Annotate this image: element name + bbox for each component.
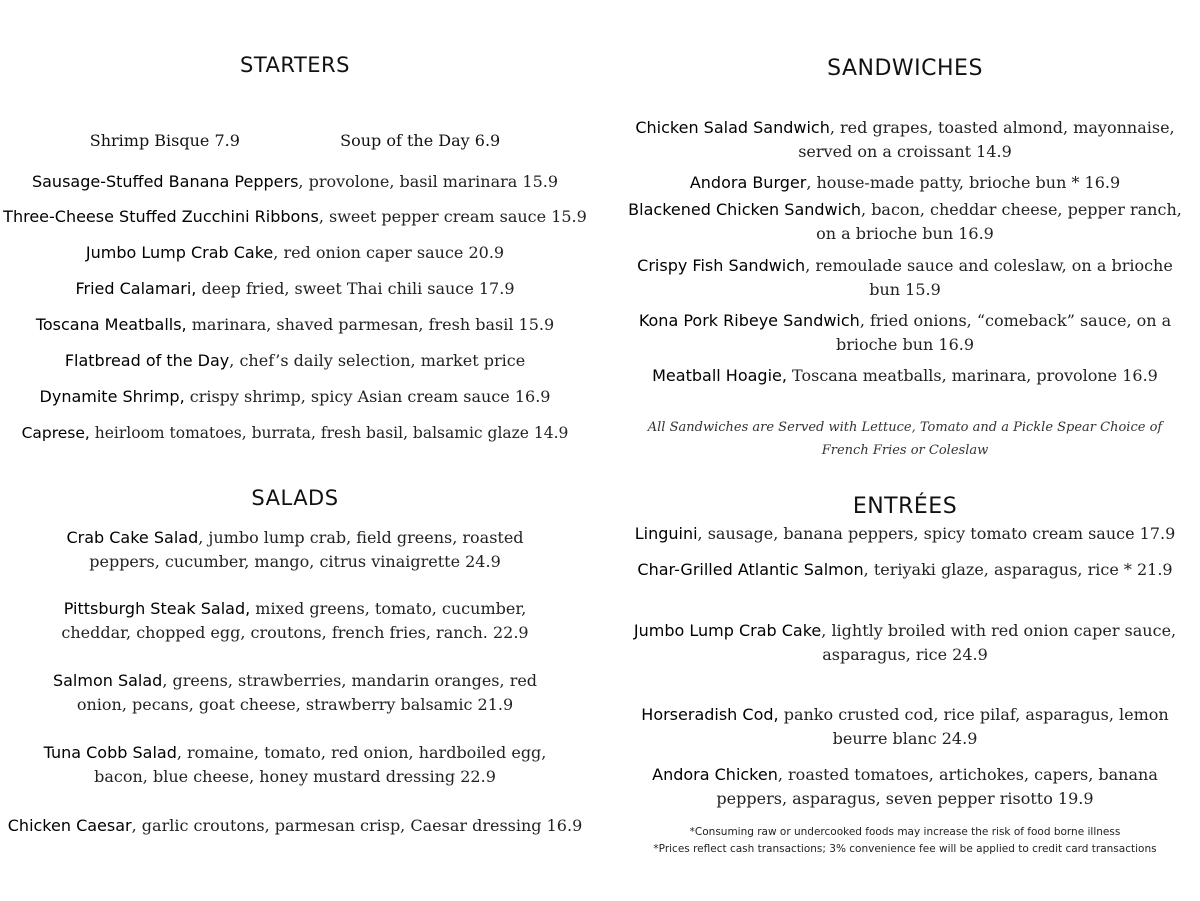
entree-item <box>610 522 1200 546</box>
item-desc: marinara, shaved parmesan, fresh basil 15.9 <box>186 315 555 334</box>
entree-item <box>610 763 1200 811</box>
item-desc: heirloom tomatoes, burrata, fresh basil, balsamic glaze 14.9 <box>89 424 569 442</box>
item-desc: mixed greens, tomato, cucumber, cheddar, chopped egg, croutons, french fries, ranch. 22.9 <box>61 599 529 642</box>
item-name: Jumbo Lump Crab Cake <box>633 621 822 640</box>
item-desc: panko crusted cod, rice pilaf, asparagus, lemon beurre blanc 24.9 <box>778 705 1169 748</box>
starter-item <box>0 241 590 265</box>
raw-food-footnote: *Consuming raw or undercooked foods may increase the risk of food borne illness <box>689 826 1121 838</box>
item-desc: , greens, strawberries, mandarin oranges, red onion, pecans, goat cheese, strawberry balsamic 21.9 <box>76 671 538 714</box>
item-name: Meatball Hoagie, <box>652 366 787 385</box>
item-desc: , provolone, basil marinara 15.9 <box>298 172 559 191</box>
item-name: Crispy Fish Sandwich <box>637 256 806 275</box>
item-name: Pittsburgh Steak Salad, <box>63 599 251 618</box>
item-name: Linguini <box>634 524 698 543</box>
starter-item <box>0 421 590 445</box>
item-name: Salmon Salad <box>52 671 163 690</box>
starter-item <box>0 205 590 229</box>
cash-price-footnote: *Prices reflect cash transactions; 3% convenience fee will be applied to credit card transactions <box>653 843 1157 855</box>
starter-item <box>0 313 590 337</box>
starter-item <box>0 170 590 194</box>
item-name: Blackened Chicken Sandwich <box>628 200 862 219</box>
item-name: Dynamite Shrimp, <box>39 387 185 406</box>
item-name: Three-Cheese Stuffed Zucchini Ribbons <box>3 207 319 226</box>
starter-item <box>0 277 590 301</box>
sandwich-item <box>610 116 1200 164</box>
item-name: Chicken Caesar <box>7 816 132 835</box>
starter-item <box>0 349 590 373</box>
item-name: Andora Burger <box>689 173 807 192</box>
item-desc: , red grapes, toasted almond, mayonnaise, served on a croissant 14.9 <box>798 118 1175 161</box>
item-name: Caprese, <box>21 424 90 442</box>
salad-item <box>0 814 590 838</box>
item-name: Fried Calamari, <box>75 279 197 298</box>
item-desc: , garlic croutons, parmesan crisp, Caesar dressing 16.9 <box>131 816 583 835</box>
item-desc: , red onion caper sauce 20.9 <box>273 243 505 262</box>
item-desc: , romaine, tomato, red onion, hardboiled egg, bacon, blue cheese, honey mustard dressing 22.9 <box>94 743 547 786</box>
salad-item <box>0 526 590 574</box>
salad-item <box>0 669 590 717</box>
sandwiches-heading: SANDWICHES <box>827 56 983 81</box>
item-desc: , remoulade sauce and coleslaw, on a brioche bun 15.9 <box>805 256 1173 299</box>
starters-heading: STARTERS <box>240 53 350 77</box>
item-desc: crispy shrimp, spicy Asian cream sauce 16.9 <box>184 387 551 406</box>
entree-item <box>610 619 1200 667</box>
entree-item <box>610 558 1200 582</box>
item-desc: , sausage, banana peppers, spicy tomato cream sauce 17.9 <box>697 524 1176 543</box>
shrimp-bisque: Shrimp Bisque 7.9 <box>89 131 240 150</box>
soup-of-the-day: Soup of the Day 6.9 <box>340 131 501 150</box>
item-name: Char-Grilled Atlantic Salmon <box>637 560 864 579</box>
item-name: Flatbread of the Day <box>64 351 230 370</box>
starter-item <box>0 385 590 409</box>
item-desc: , teriyaki glaze, asparagus, rice * 21.9 <box>863 560 1173 579</box>
item-desc: , jumbo lump crab, field greens, roasted peppers, cucumber, mango, citrus vinaigrette 24.9 <box>89 528 524 571</box>
item-name: Sausage-Stuffed Banana Peppers <box>31 172 299 191</box>
sandwich-note: All Sandwiches are Served with Lettuce, Tomato and a Pickle Spear Choice of French Fries or Coleslaw <box>647 420 1163 458</box>
item-name: Kona Pork Ribeye Sandwich <box>638 311 860 330</box>
item-name: Toscana Meatballs, <box>35 315 187 334</box>
item-name: Chicken Salad Sandwich <box>635 118 830 137</box>
item-desc: deep fried, sweet Thai chili sauce 17.9 <box>196 279 515 298</box>
salad-item <box>0 741 590 789</box>
sandwich-item <box>610 171 1200 195</box>
item-desc: , lightly broiled with red onion caper sauce, asparagus, rice 24.9 <box>821 621 1177 664</box>
item-name: Crab Cake Salad <box>66 528 199 547</box>
item-name: Tuna Cobb Salad <box>43 743 177 762</box>
item-desc: , fried onions, “comeback” sauce, on a brioche bun 16.9 <box>835 311 1172 354</box>
item-name: Jumbo Lump Crab Cake <box>85 243 274 262</box>
item-desc: , chef’s daily selection, market price <box>229 351 526 370</box>
soup-row <box>0 129 590 153</box>
sandwich-item <box>610 309 1200 357</box>
sandwich-item <box>610 254 1200 302</box>
item-desc: , roasted tomatoes, artichokes, capers, banana peppers, asparagus, seven pepper risotto 19.9 <box>716 765 1158 808</box>
item-name: Andora Chicken <box>652 765 778 784</box>
item-name: Horseradish Cod, <box>641 705 779 724</box>
entree-item <box>610 703 1200 751</box>
salad-item <box>0 597 590 645</box>
sandwich-item <box>610 198 1200 246</box>
item-desc: Toscana meatballs, marinara, provolone 16.9 <box>786 366 1158 385</box>
item-desc: , house-made patty, brioche bun * 16.9 <box>806 173 1121 192</box>
item-desc: , bacon, cheddar cheese, pepper ranch, on a brioche bun 16.9 <box>816 200 1182 243</box>
item-desc: , sweet pepper cream sauce 15.9 <box>318 207 587 226</box>
entrees-heading: ENTRÉES <box>852 494 958 519</box>
salads-heading: SALADS <box>251 486 339 510</box>
sandwich-item <box>610 364 1200 388</box>
